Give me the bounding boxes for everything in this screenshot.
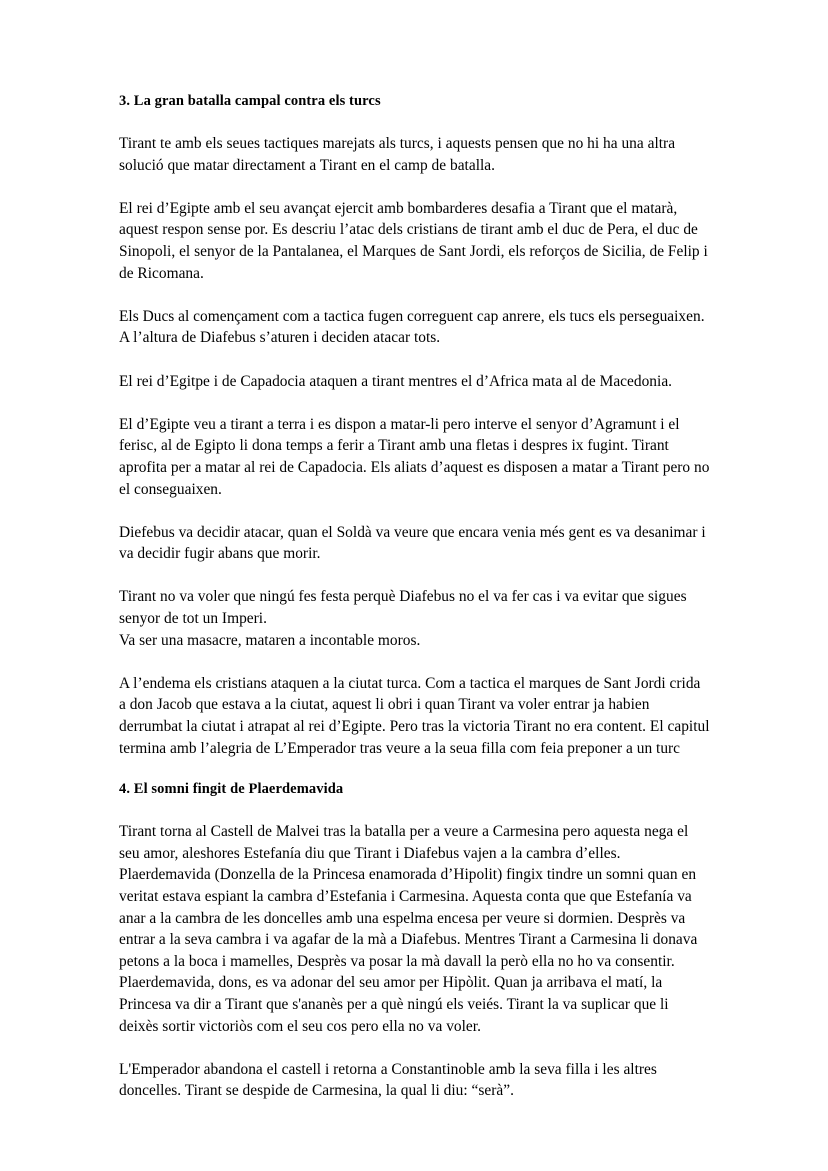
paragraph-4-4: L'Emperador abandona el castell i retorna a Constantinoble amb la seva filla i les altres doncelles. Tirant se despide de Carmesina, la qual li diu: “serà”. — [119, 1060, 657, 1100]
paragraph-3-8: Va ser una masacre, mataren a incontable moros. — [119, 631, 421, 649]
paragraph-3-2: El rei d’Egipte amb el seu avançat ejercit amb bombarderes desafia a Tirant que el matarà, aquest respon sense por. Es descriu l’atac dels cristians de tirant amb el duc de Pera, el duc de Sinopoli, el senyor de la Pantalanea, el Marques de Sant Jordi, els reforços de Sicilia, de Felip i de Ricomana. — [119, 199, 708, 282]
paragraph-3-1: Tirant te amb els seues tactiques marejats als turcs, i aquests pensen que no hi ha una altra solució que matar directament a Tirant en el camp de batalla. — [119, 135, 676, 174]
paragraph-3-4: El rei d’Egitpe i de Capadocia ataquen a tirant mentres el d’Africa mata al de Macedonia. — [119, 372, 673, 390]
paragraph-spacer — [119, 111, 711, 133]
paragraph-spacer — [119, 284, 711, 306]
paragraph-3-6: Diefebus va decidir atacar, quan el Soldà va veure que encara venia més gent es va desanimar i va decidir fugir abans que morir. — [119, 523, 706, 563]
paragraph-spacer — [119, 176, 711, 198]
paragraph-spacer — [119, 500, 711, 522]
paragraph-3-9: A l’endema els cristians ataquen a la ciutat turca. Com a tactica el marques de Sant Jordi crida a don Jacob que estava a la ciutat, aquest li obri i quan Tirant va voler entrar ja habien derrumbat la ciutat i atrapat al rei d’Egipte. Pero tras la victoria Tirant no era content. El capitul termina amb l’alegria de L’Emperador tras veure a la seua filla com feia preponer a un turc — [119, 674, 710, 757]
paragraph-spacer — [119, 349, 711, 371]
document-body — [119, 92, 711, 1102]
paragraph-3-7: Tirant no va voler que ningú fes festa perquè Diafebus no el va fer cas i va evitar que sigues senyor de tot un Imperi. — [119, 588, 687, 628]
paragraph-spacer — [119, 651, 711, 673]
paragraph-4-1: Tirant torna al Castell de Malvei tras la batalla per a veure a Carmesina pero aquesta nega el seu amor, aleshores Estefanía diu que Tirant i Diafebus vajen a la cambra d’elles. — [119, 823, 689, 862]
heading-section-4: 4. El somni fingit de Plaerdemavida — [119, 781, 344, 798]
paragraph-spacer — [119, 759, 711, 780]
paragraph-spacer — [119, 1037, 711, 1059]
heading-section-3: 3. La gran batalla campal contra els turcs — [119, 93, 381, 109]
paragraph-4-3: Plaerdemavida, dons, es va adonar del seu amor per Hipòlit. Quan ja arribava el matí, la Princesa va dir a Tirant que s'ananès per a què ningú els veiés. Tirant la va suplicar que li deixès sortir victoriòs com el seu cos pero ella no va voler. — [119, 974, 669, 1035]
paragraph-3-5: El d’Egipte veu a tirant a terra i es dispon a matar-li pero interve el senyor d’Agramunt i el ferisc, al de Egipto li dona temps a ferir a Tirant amb una fletas i despres ix fugint. Tirant aprofita per a matar al rei de Capadocia. Els aliats d’aquest es disposen a matar a Tirant pero no el conseguaixen. — [119, 415, 710, 498]
paragraph-4-2: Plaerdemavida (Donzella de la Princesa enamorada d’Hipolit) fingix tindre un somni quan en veritat estava espiant la cambra d’Estefania i Carmesina. Aquesta conta que que Estefanía va anar a la cambra de les doncelles amb una espelma encesa per veure si dormien. Desprès va entrar a la seva cambra i va agafar de la mà a Diafebus. Mentres Tirant a Carmesina li donava petons a la boca i mamelles, Desprès va posar la mà davall la però ella no ho va consentir. — [119, 866, 698, 970]
paragraph-spacer — [119, 392, 711, 414]
paragraph-spacer — [119, 800, 711, 822]
paragraph-spacer — [119, 565, 711, 587]
paragraph-3-3: Els Ducs al començament com a tactica fugen correguent cap anrere, els tucs els perseguaixen. A l’altura de Diafebus s’aturen i deciden atacar tots. — [119, 307, 705, 347]
